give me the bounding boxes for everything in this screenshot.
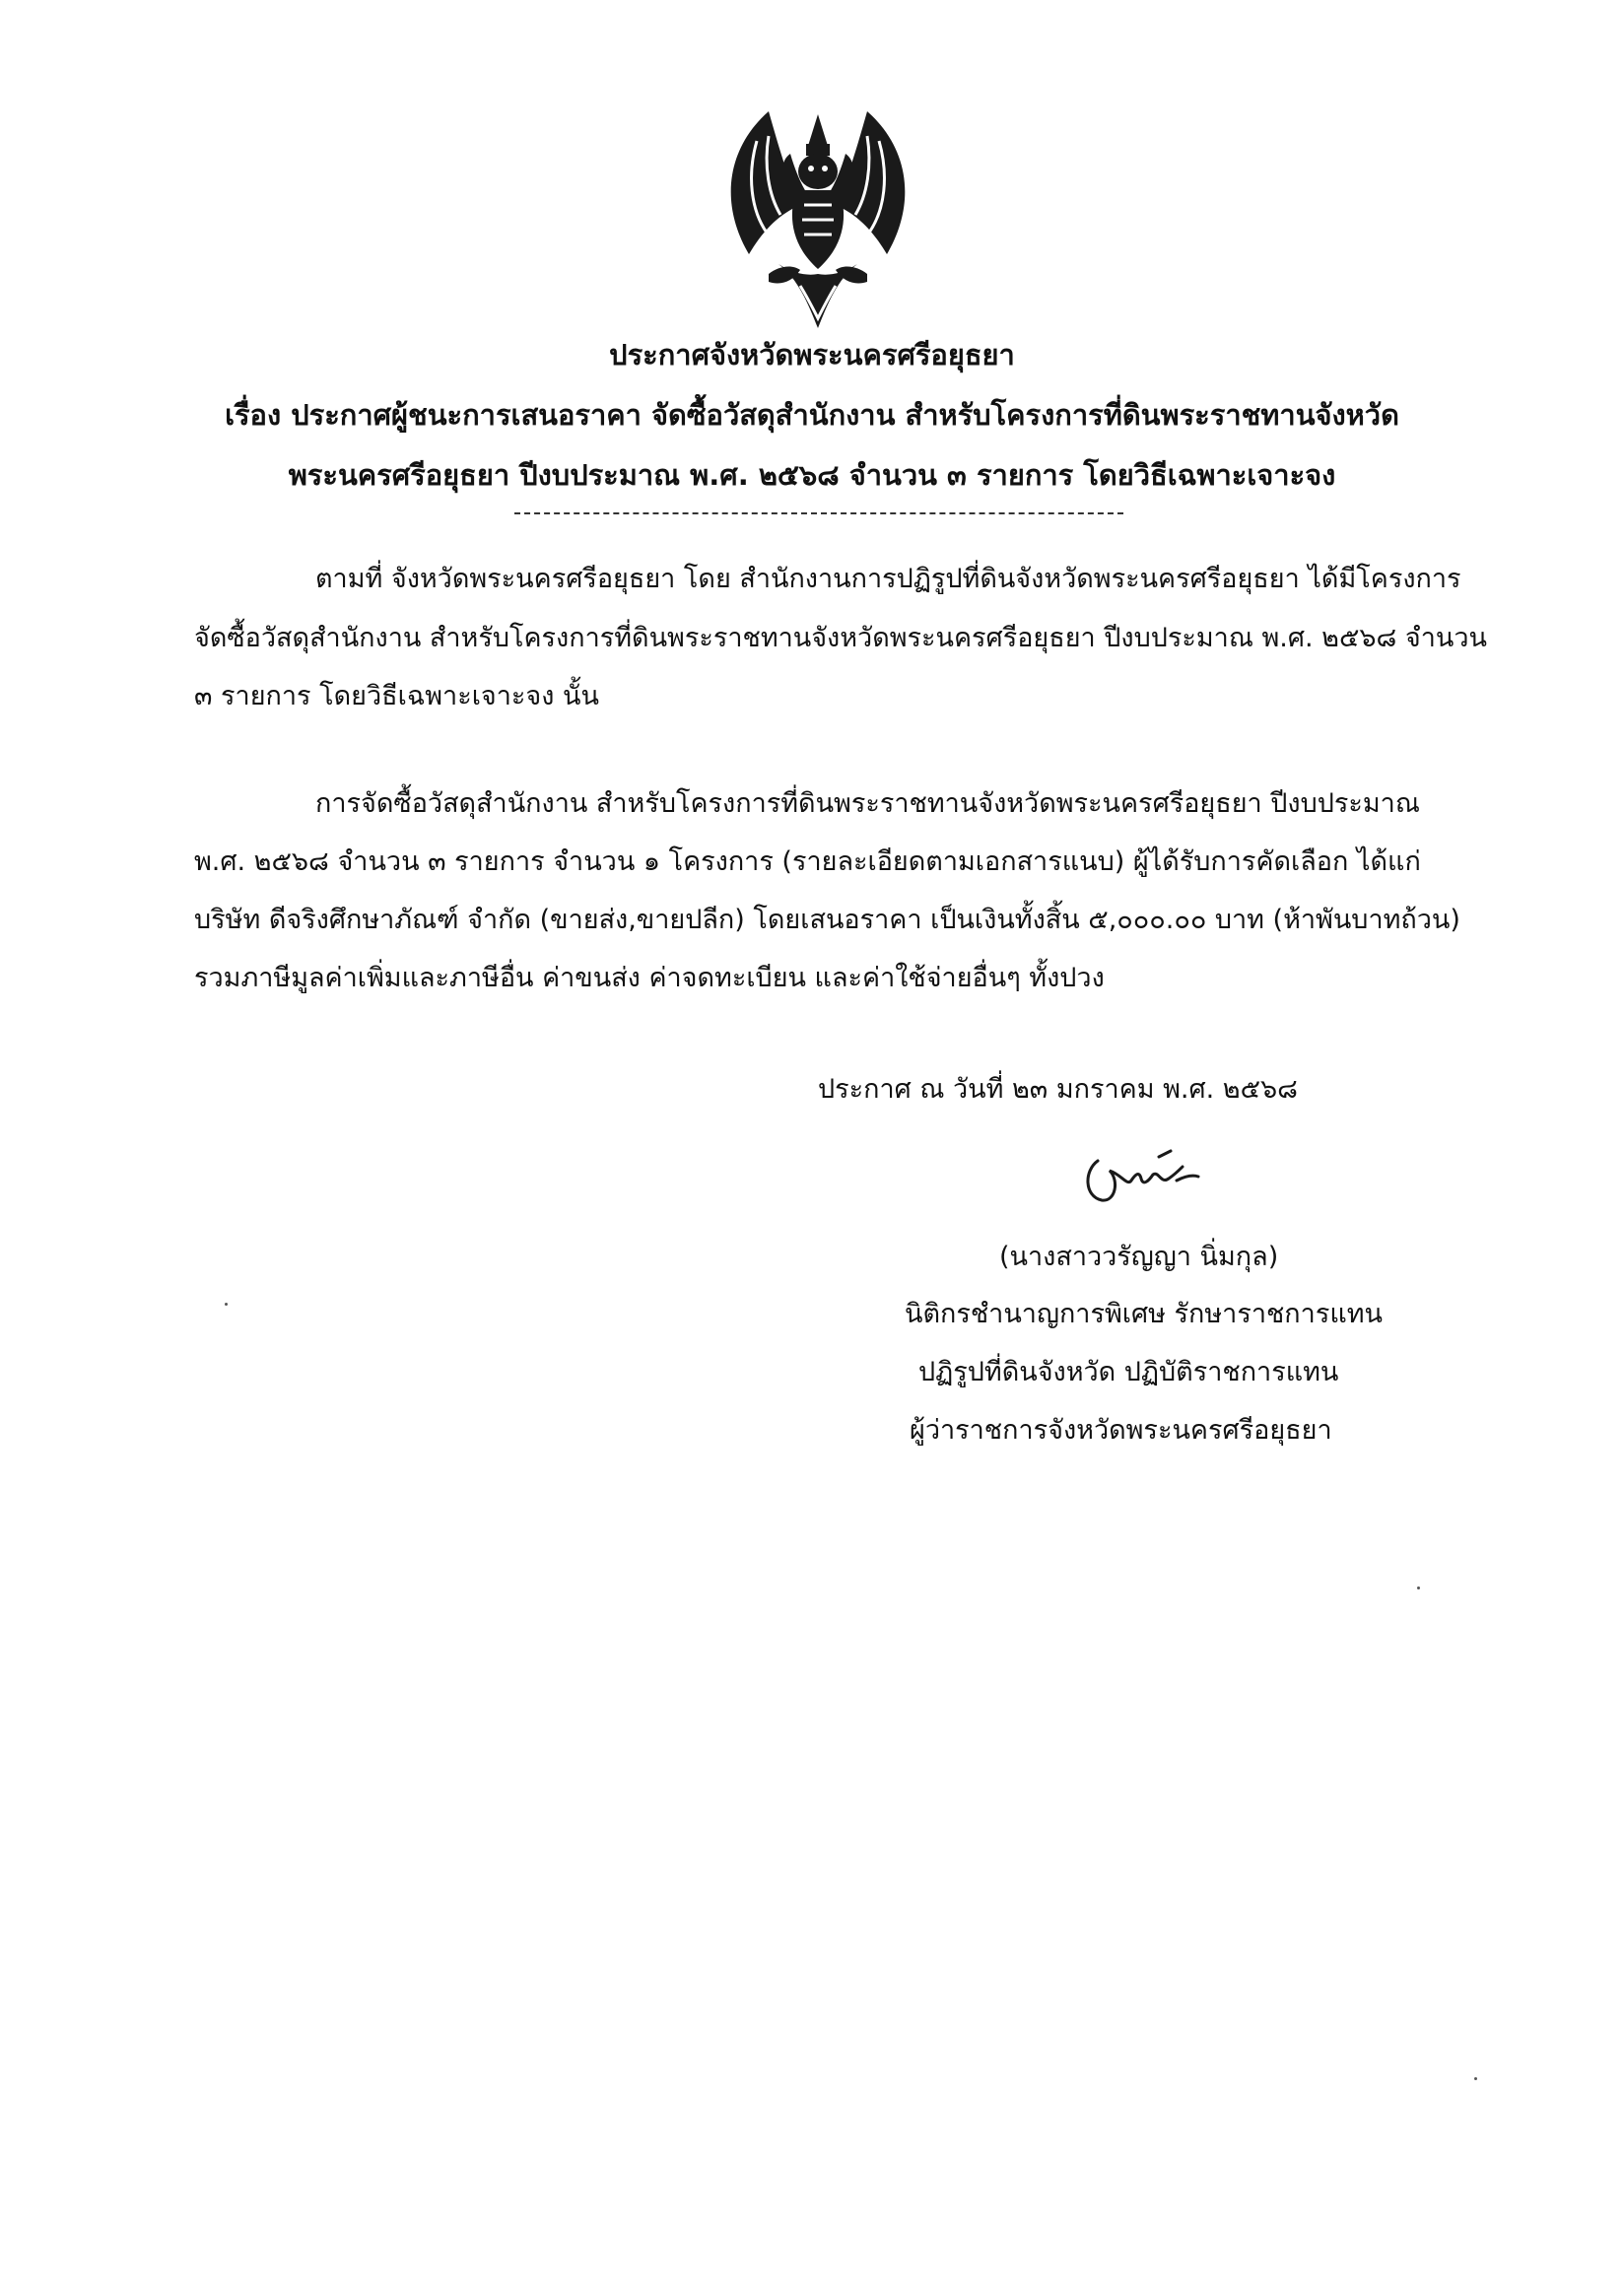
signatory-position: นิติกรชำนาญการพิเศษ รักษาราชการแทน xyxy=(905,1299,1383,1329)
paragraph-line: พ.ศ. ๒๕๖๘ จำนวน ๓ รายการ จำนวน ๑ โครงการ (รายละเอียดตามเอกสารแนบ) ผู้ได้รับการคัดเลือก ได้แก่ xyxy=(194,846,1421,877)
paragraph-line: บริษัท ดีจริงศึกษาภัณฑ์ จำกัด (ขายส่ง,ขายปลีก) โดยเสนอราคา เป็นเงินทั้งสิ้น ๕,๐๐๐.๐๐ บาท (ห้าพันบาทถ้วน) xyxy=(194,905,1460,935)
signatory-position: ปฏิรูปที่ดินจังหวัด ปฏิบัติราชการแทน xyxy=(918,1357,1339,1387)
document-title: ประกาศจังหวัดพระนครศรีอยุธยา xyxy=(609,338,1015,371)
paragraph-line: จัดซื้อวัสดุสำนักงาน สำหรับโครงการที่ดินพระราชทานจังหวัดพระนครศรีอยุธยา ปีงบประมาณ พ.ศ. ๒๕๖๘ จำนวน xyxy=(194,623,1487,653)
paragraph-line: การจัดซื้อวัสดุสำนักงาน สำหรับโครงการที่ดินพระราชทานจังหวัดพระนครศรีอยุธยา ปีงบประมาณ xyxy=(315,788,1420,819)
signatory-position: ผู้ว่าราชการจังหวัดพระนครศรีอยุธยา xyxy=(910,1415,1332,1446)
scan-speck xyxy=(1474,2077,1477,2080)
paragraph-line: รวมภาษีมูลค่าเพิ่มและภาษีอื่น ค่าขนส่ง ค่าจดทะเบียน และค่าใช้จ่ายอื่นๆ ทั้งปวง xyxy=(194,963,1105,993)
scan-speck xyxy=(1417,1586,1420,1589)
paragraph-line: ตามที่ จังหวัดพระนครศรีอยุธยา โดย สำนักงานการปฏิรูปที่ดินจังหวัดพระนครศรีอยุธยา ได้มีโครงการ xyxy=(315,564,1461,594)
handwritten-signature-icon xyxy=(1076,1141,1214,1212)
subject-line: เรื่อง ประกาศผู้ชนะการเสนอราคา จัดซื้อวัสดุสำนักงาน สำหรับโครงการที่ดินพระราชทานจังหวัด xyxy=(225,398,1399,432)
subject-line: พระนครศรีอยุธยา ปีงบประมาณ พ.ศ. ๒๕๖๘ จำนวน ๓ รายการ โดยวิธีเฉพาะเจาะจง xyxy=(288,458,1336,492)
garuda-emblem-icon xyxy=(710,106,926,333)
scan-speck xyxy=(225,1303,228,1306)
paragraph-line: ๓ รายการ โดยวิธีเฉพาะเจาะจง นั้น xyxy=(194,681,599,711)
signatory-name: (นางสาววรัญญา นิ่มกุล) xyxy=(999,1242,1279,1272)
divider xyxy=(514,512,1123,514)
announcement-date: ประกาศ ณ วันที่ ๒๓ มกราคม พ.ศ. ๒๕๖๘ xyxy=(818,1074,1298,1105)
